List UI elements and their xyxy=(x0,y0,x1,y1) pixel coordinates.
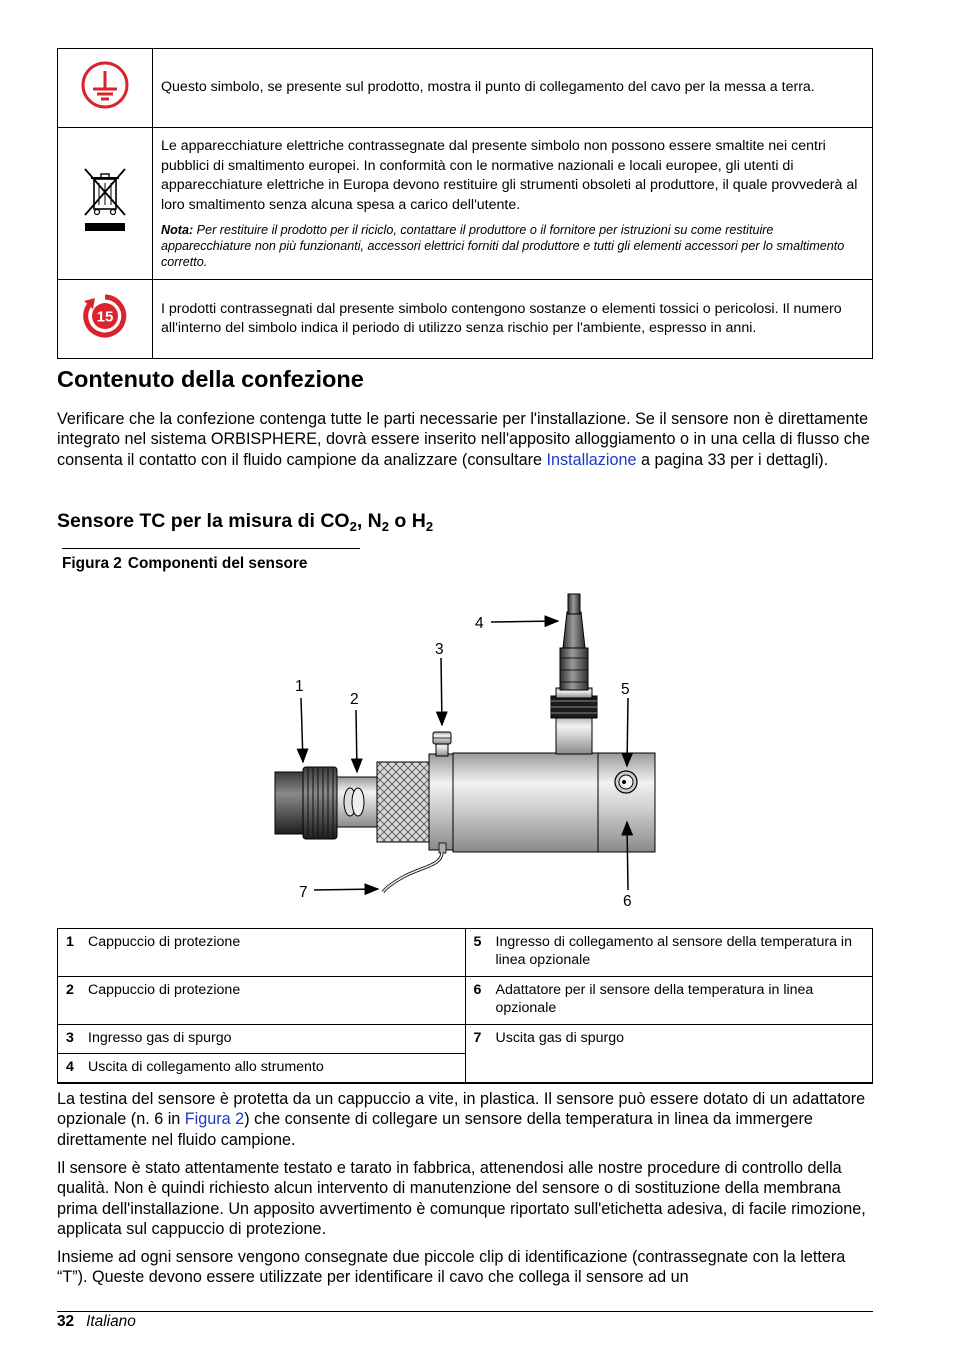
symbol-row-weee xyxy=(58,128,873,280)
legend-cell xyxy=(58,977,466,1025)
note-text: Per restituire il prodotto per il riciclo, contattare il produttore o il fornitore per istruzioni su come restituire apparecchiature non più funzionanti, accessori elettrici forniti dal produttore e tutti gli elementi accessori per lo smaltimento corretto. xyxy=(161,223,845,269)
callout-1: 1 xyxy=(295,678,304,695)
legend-number: 6 xyxy=(473,982,482,998)
page-footer xyxy=(57,1313,136,1331)
legend-number: 7 xyxy=(473,1030,482,1046)
safety-symbols-table xyxy=(57,48,873,359)
figure-title: Componenti del sensore xyxy=(127,555,308,572)
legend-label: Cappuccio di protezione xyxy=(88,934,241,950)
knurled-nut xyxy=(377,762,429,842)
purge-collar xyxy=(429,732,453,850)
symbol-description: Questo simbolo, se presente sul prodotto, mostra il punto di collegamento del cavo per la messa a terra. xyxy=(153,49,873,128)
symbol-row-earth xyxy=(58,49,873,128)
section-title: Contenuto della confezione xyxy=(57,366,364,392)
protective-cap xyxy=(275,767,337,839)
sensor-head xyxy=(337,777,379,827)
figure-number: Figura 2 xyxy=(62,555,122,572)
figura-2-link[interactable]: Figura 2 xyxy=(184,1110,245,1129)
paragraph-cap: La testina del sensore è protetta da un cappuccio a vite, in plastica. Il sensore può essere dotato di un adattatore opzionale (n. 6 in Figura 2) che consente di collegare un sensore della temperatura in linea da immergere direttamente nel fluido campione. xyxy=(57,1090,866,1149)
paragraph-calibration: Il sensore è stato attentamente testato e tarato in fabbrica, attenendosi alle nostre procedure di controllo della qualità. Non è quindi richiesto alcun intervento di manutenzione del sensore o di sostituzione della membrana prima dell'installazione. Un apposito avvertimento è comunque riportato sull'etichetta adesiva, di facile rimozione, applicata sul cappuccio di protezione. xyxy=(57,1159,866,1239)
figure-caption xyxy=(62,548,360,573)
footer-language: Italiano xyxy=(86,1313,136,1330)
note xyxy=(161,222,864,270)
cable-connector xyxy=(551,594,597,754)
legend-number: 1 xyxy=(66,934,74,950)
legend-cell xyxy=(58,929,466,977)
crossed-out-wheeled-bin-icon xyxy=(80,165,130,235)
legend-cell xyxy=(58,1025,466,1054)
legend-label: Cappuccio di protezione xyxy=(88,982,241,998)
legend-number: 5 xyxy=(473,934,482,950)
installazione-link[interactable]: Installazione xyxy=(546,450,637,469)
legend-label: Ingresso di collegamento al sensore della temperatura in linea opzionale xyxy=(495,934,852,968)
legend-cell xyxy=(465,977,873,1025)
efup-15-years-icon xyxy=(81,292,129,340)
symbol-description xyxy=(153,128,873,280)
legend-label: Uscita di collegamento allo strumento xyxy=(88,1059,324,1075)
symbol-icon-cell xyxy=(58,128,153,280)
legend-number: 2 xyxy=(66,982,74,998)
weee-text: Le apparecchiature elettriche contrassegnate dal presente simbolo non possono essere smaltite nei centri pubblici di smaltimento europei. In conformità con le normative nazionali e locali europee, gli utenti di apparecchiature elettriche in Europa devono restituire gli strumenti obsoleti al produttore, il quale provvederà al loro smaltimento senza alcuna spesa a carico dell'utente. xyxy=(161,138,858,213)
legend-cell xyxy=(58,1054,466,1084)
callout-6: 6 xyxy=(623,893,632,910)
symbol-icon-cell xyxy=(58,49,153,128)
callout-5: 5 xyxy=(621,681,630,698)
protective-earth-icon xyxy=(79,59,131,111)
legend-label: Ingresso gas di spurgo xyxy=(88,1030,232,1046)
legend-label: Uscita gas di spurgo xyxy=(495,1030,625,1046)
symbol-icon-cell xyxy=(58,280,153,359)
sensor-diagram xyxy=(0,580,954,920)
legend-cell xyxy=(465,929,873,977)
legend-number: 4 xyxy=(66,1059,74,1075)
intro-text-end: a pagina 33 per i dettagli). xyxy=(636,450,829,469)
footer-divider xyxy=(57,1311,873,1312)
callout-3: 3 xyxy=(435,641,444,658)
legend-number: 3 xyxy=(66,1030,74,1046)
page-number: 32 xyxy=(57,1313,75,1330)
symbol-row-efup xyxy=(58,280,873,359)
subsection-title: Sensore TC per la misura di $CO_2$, $N_2$ o $H_2$ xyxy=(57,510,434,534)
legend-label: Adattatore per il sensore della temperatura in linea opzionale xyxy=(495,982,814,1016)
symbol-description: I prodotti contrassegnati dal presente simbolo contengono sostanze o elementi tossici o pericolosi. Il numero all'interno del simbolo indica il periodo di utilizzo senza rischio per l'ambiente, espresso in anni. xyxy=(153,280,873,359)
callout-2: 2 xyxy=(350,691,359,708)
paragraph-clips: Insieme ad ogni sensore vengono consegnate due piccole clip di identificazione (contrassegnate con la lettera “T”). Queste devono essere utilizzate per identificare il cavo che collega il sensore ad un xyxy=(57,1248,846,1287)
intro-paragraph xyxy=(57,409,873,470)
callout-4: 4 xyxy=(475,615,484,632)
note-label: Nota: xyxy=(161,223,194,237)
sensor-body xyxy=(453,753,599,852)
intro-text: Verificare che la confezione contenga tutte le parti necessarie per l'installazione. Se il sensore non è direttamente integrato nel sistema ORBISPHERE, dovrà essere inserito nell'apposito alloggiamento o in una cella di flusso che consenta il contatto con il fluido campione da analizzare (consultare xyxy=(57,410,870,469)
parts-legend-table xyxy=(57,928,873,1084)
efup-number: 15 xyxy=(96,308,114,326)
callout-7: 7 xyxy=(299,884,308,901)
legend-cell xyxy=(465,1025,873,1084)
